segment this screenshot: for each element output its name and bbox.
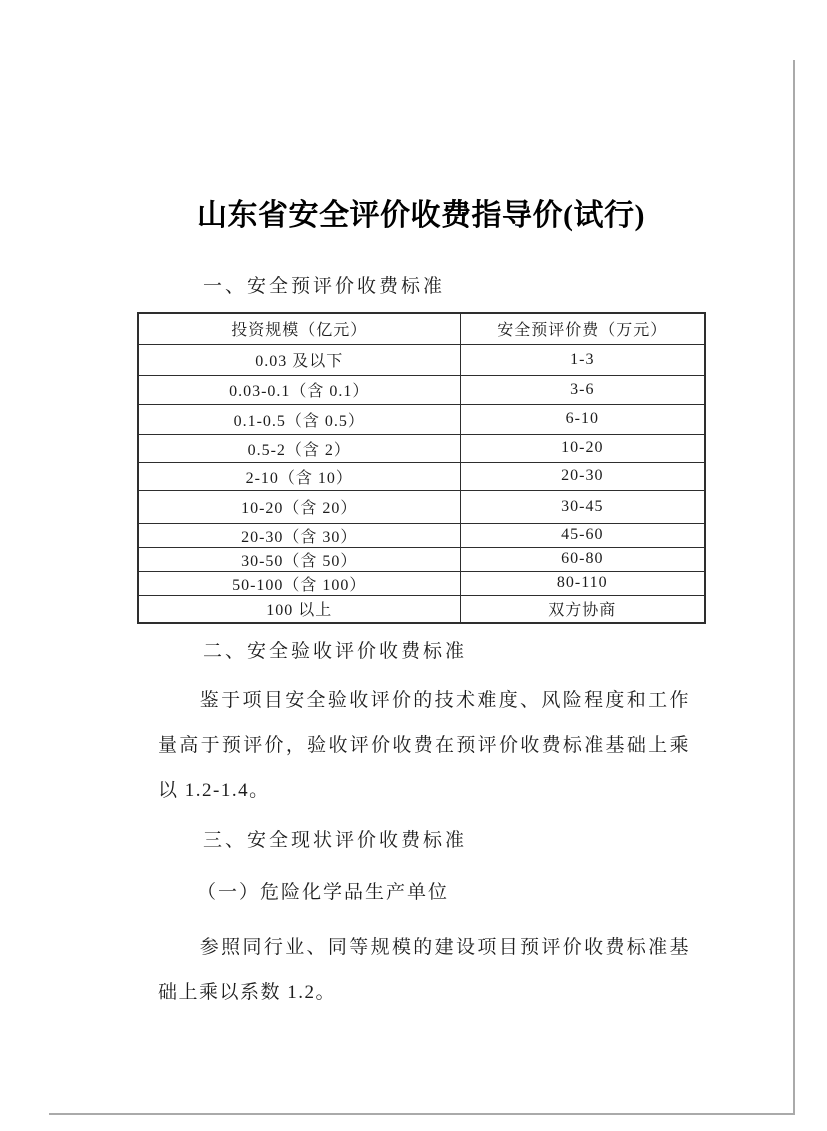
cell-fee: 3-6 [460, 375, 705, 404]
cell-scale: 0.03-0.1（含 0.1） [138, 375, 460, 404]
table-header-row [138, 313, 705, 344]
cell-fee: 10-20 [460, 434, 705, 462]
cell-fee: 60-80 [460, 547, 705, 571]
section-2-paragraph: 鉴于项目安全验收评价的技术难度、风险程度和工作量高于预评价，验收评价收费在预评价收费标准基础上乘以 1.2-1.4。 [158, 690, 690, 801]
cell-scale: 2-10（含 10） [138, 462, 460, 490]
cell-fee: 6-10 [460, 404, 705, 434]
document-title: 山东省安全评价收费指导价(试行) [197, 199, 645, 232]
section-1-heading: 一、安全预评价收费标准 [203, 276, 446, 297]
subsection-1-paragraph: 参照同行业、同等规模的建设项目预评价收费标准基础上乘以系数 1.2。 [158, 937, 690, 1003]
cell-fee: 20-30 [460, 462, 705, 490]
cell-fee: 双方协商 [460, 595, 705, 623]
table-row [138, 595, 705, 623]
subsection-1-heading: （一）危险化学品生产单位 [197, 882, 450, 903]
table-row [138, 404, 705, 434]
column-header-fee: 安全预评价费（万元） [460, 313, 705, 344]
section-3-heading: 三、安全现状评价收费标准 [203, 830, 468, 851]
table-row [138, 434, 705, 462]
cell-scale: 0.03 及以下 [138, 344, 460, 375]
cell-scale: 20-30（含 30） [138, 523, 460, 547]
cell-scale: 0.5-2（含 2） [138, 434, 460, 462]
cell-scale: 10-20（含 20） [138, 490, 460, 523]
cell-scale: 0.1-0.5（含 0.5） [138, 404, 460, 434]
section-2-heading: 二、安全验收评价收费标准 [203, 641, 468, 662]
table-row [138, 571, 705, 595]
table-row [138, 462, 705, 490]
cell-fee: 80-110 [460, 571, 705, 595]
cell-scale: 100 以上 [138, 595, 460, 623]
cell-scale: 30-50（含 50） [138, 547, 460, 571]
table-row [138, 547, 705, 571]
cell-fee: 1-3 [460, 344, 705, 375]
table-row [138, 490, 705, 523]
cell-fee: 30-45 [460, 490, 705, 523]
table-row [138, 375, 705, 404]
column-header-investment-scale: 投资规模（亿元） [138, 313, 460, 344]
table-row [138, 344, 705, 375]
pre-evaluation-fee-table [137, 312, 706, 624]
cell-fee: 45-60 [460, 523, 705, 547]
cell-scale: 50-100（含 100） [138, 571, 460, 595]
table-row [138, 523, 705, 547]
